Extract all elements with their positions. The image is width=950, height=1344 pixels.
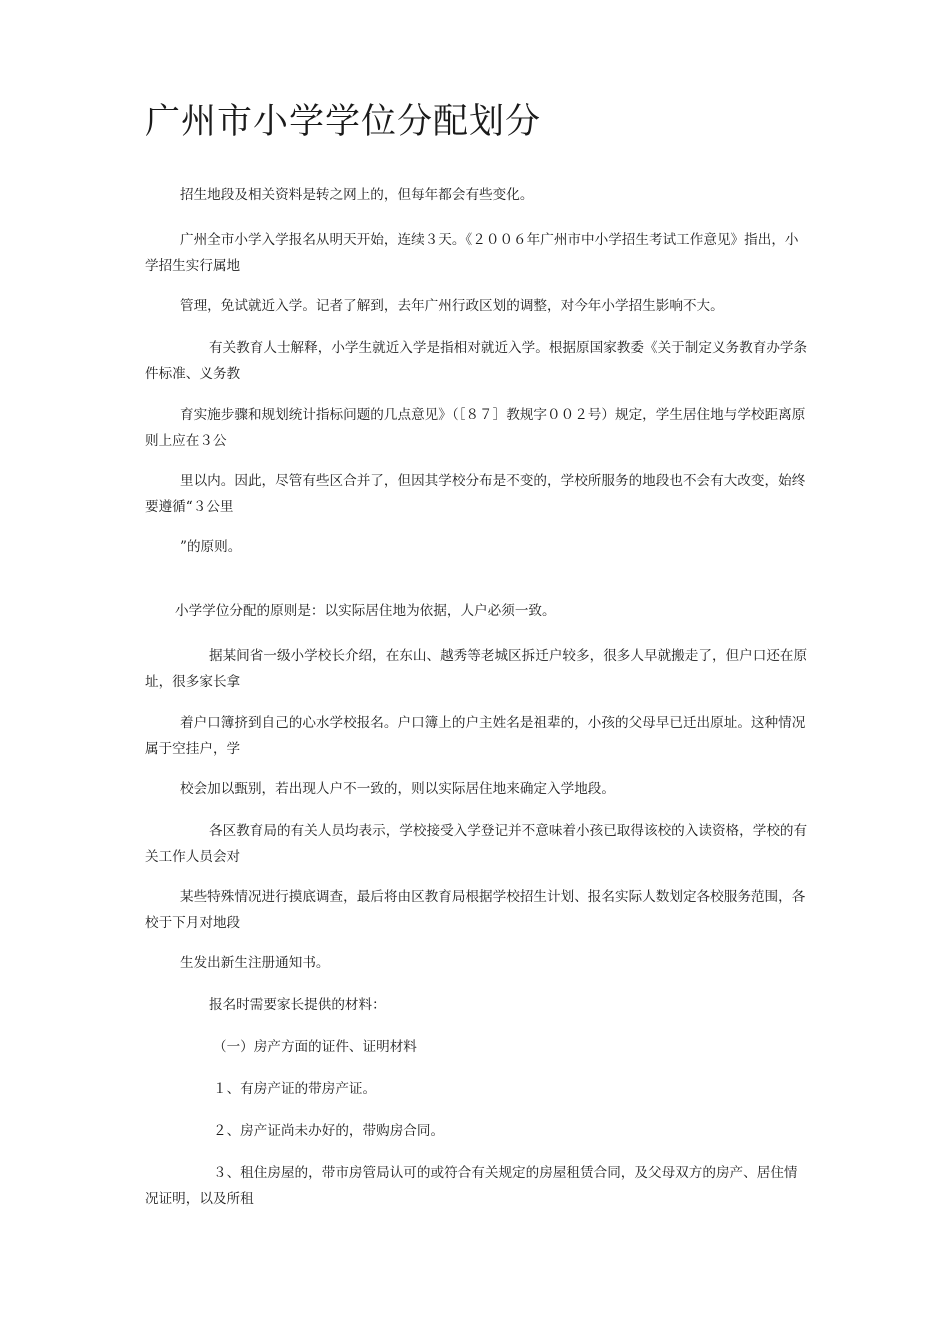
paragraph: 着户口簿挤到自己的心水学校报名。户口簿上的户主姓名是祖辈的，小孩的父母早已迁出原址。这种情况属于空挂户，学: [145, 715, 806, 757]
list-item: ２、房产证尚未办好的，带购房合同。: [213, 1123, 445, 1139]
paragraph: 报名时需要家长提供的材料：: [209, 997, 386, 1013]
paragraph: 育实施步骤和规划统计指标问题的几点意见》（［８７］教规字００２号）规定，学生居住地与学校距离原则上应在３公: [145, 407, 806, 449]
paragraph: 小学学位分配的原则是：以实际居住地为依据，人户必须一致。: [175, 603, 556, 619]
paragraph: 招生地段及相关资料是转之网上的，但每年都会有些变化。: [180, 187, 534, 203]
paragraph: 有关教育人士解释，小学生就近入学是指相对就近入学。根据原国家教委《关于制定义务教育办学条件标准、义务教: [145, 340, 808, 382]
paragraph: 管理，免试就近入学。记者了解到，去年广州行政区划的调整，对今年小学招生影响不大。: [180, 298, 724, 314]
list-item: １、有房产证的带房产证。: [213, 1081, 377, 1097]
paragraph: 各区教育局的有关人员均表示，学校接受入学登记并不意味着小孩已取得该校的入读资格，学校的有关工作人员会对: [145, 823, 808, 865]
paragraph: 据某间省一级小学校长介绍，在东山、越秀等老城区拆迁户较多，很多人早就搬走了，但户口还在原址，很多家长拿: [145, 648, 808, 690]
paragraph: 广州全市小学入学报名从明天开始，连续３天。《２００６年广州市中小学招生考试工作意见》指出，小学招生实行属地: [145, 232, 799, 274]
paragraph: 校会加以甄别，若出现人户不一致的，则以实际居住地来确定入学地段。: [180, 781, 615, 797]
list-item: ３、租住房屋的，带市房管局认可的或符合有关规定的房屋租赁合同，及父母双方的房产、居住情况证明，以及所租: [145, 1165, 798, 1207]
document-title: 广州市小学学位分配划分: [145, 102, 542, 142]
paragraph: 里以内。因此，尽管有些区合并了，但因其学校分布是不变的，学校所服务的地段也不会有大改变，始终要遵循“３公里: [145, 473, 806, 515]
paragraph: 某些特殊情况进行摸底调查，最后将由区教育局根据学校招生计划、报名实际人数划定各校服务范围，各校于下月对地段: [145, 889, 806, 931]
list-heading: （一）房产方面的证件、证明材料: [213, 1039, 417, 1055]
paragraph: ”的原则。: [180, 539, 242, 555]
paragraph: 生发出新生注册通知书。: [180, 955, 330, 971]
